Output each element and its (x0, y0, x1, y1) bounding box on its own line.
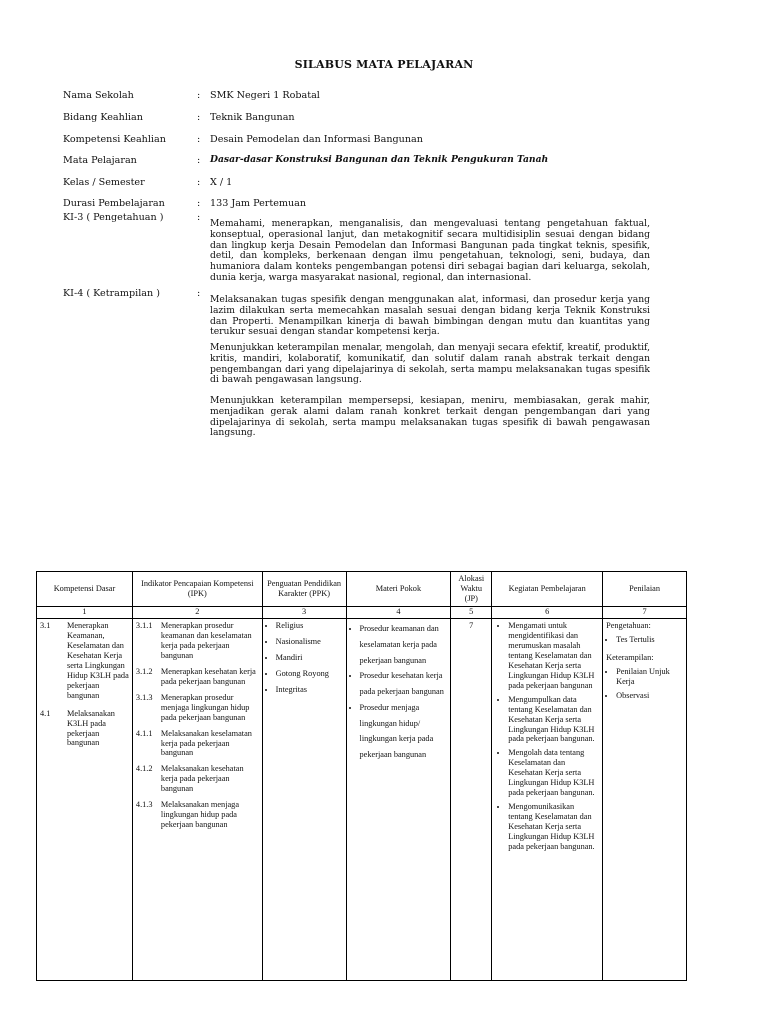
ppk-cell (262, 619, 346, 981)
header-penilaian: Penilaian (603, 572, 687, 607)
info-value: Desain Pemodelan dan Informasi Bangunan (210, 134, 423, 145)
kd-item (40, 621, 129, 701)
kegiatan-item: • Mengamati untuk mengidentifikasi dan merumuskan masalah tentang Keselamatan dan Kesehatan Kerja serta Lingkungan Hidup K3LH pada pekerjaan bangunan (508, 621, 599, 691)
header-materi-pokok: Materi Pokok (346, 572, 451, 607)
kd-number: 4.1 (40, 708, 51, 718)
ki4-paragraph-1: Melaksanakan tugas spesifik dengan menggunakan alat, informasi, dan prosedur kerja yang lazim dilakukan serta memecahkan masalah sesuai dengan bidang kerja Teknik Konstruksi dan Properti. Menampilkan kinerja di bawah bimbingan dengan mutu dan kuantitas yang terukur sesuai dengan standar kompetensi kerja. (210, 294, 650, 338)
column-number: 3 (262, 607, 346, 619)
penilaian-item: • Observasi (616, 691, 683, 701)
penilaian-cell (603, 619, 687, 981)
ipk-item (136, 693, 259, 723)
info-label: Mata Pelajaran (63, 155, 137, 166)
info-colon: : (197, 134, 201, 145)
ipk-item (136, 667, 259, 687)
penilaian-pengetahuan-label: Pengetahuan: (606, 621, 651, 630)
info-label: Kelas / Semester (63, 177, 145, 188)
info-colon: : (197, 155, 201, 166)
ipk-text: Melaksanakan kesehatan kerja pada pekerjaan bangunan (160, 764, 244, 794)
kd-text: Menerapkan Keamanan, Keselamatan dan Kesehatan Kerja serta Lingkungan Hidup K3LH pada pekerjaan bangunan (67, 621, 129, 700)
kd-number: 3.1 (40, 621, 51, 630)
syllabus-table (36, 571, 687, 981)
ipk-item (136, 729, 259, 759)
ki3-text: Memahami, menerapkan, menganalisis, dan mengevaluasi tentang pengetahuan faktual, konseptual, operasional lanjut, dan metakognitif secara multidisiplin sesuai dengan bidang dan lingkup kerja Desain Pemodelan dan Informasi Bangunan pada tingkat teknis, spesifik, detil, dan kompleks, berkenaan dengan ilmu pengetahuan, teknologi, seni, budaya, dan humaniora dalam konteks pengembangan potensi diri sebagai bagian dari keluarga, sekolah, dunia kerja, warga masyarakat nasional, regional, dan internasional. (210, 218, 650, 283)
ipk-text: Melaksanakan keselamatan kerja pada pekerjaan bangunan (160, 728, 252, 758)
column-number: 4 (346, 607, 451, 619)
ppk-item: • Mandiri (276, 653, 343, 663)
info-label: Bidang Keahlian (63, 112, 143, 123)
ipk-cell (132, 619, 262, 981)
info-value: X / 1 (210, 177, 233, 188)
info-colon: : (197, 90, 201, 101)
ppk-item: • Integritas (276, 685, 343, 695)
info-value: 133 Jam Pertemuan (210, 198, 307, 209)
header-kompetensi-dasar: Kompetensi Dasar (37, 572, 133, 607)
ipk-text: Menerapkan prosedur keamanan dan keselamatan kerja pada pekerjaan bangunan (160, 621, 252, 660)
info-label: Nama Sekolah (63, 90, 134, 101)
penilaian-keterampilan-label: Keterampilan: (606, 652, 654, 662)
ki4-paragraph-3: Menunjukkan keterampilan mempersepsi, kesiapan, meniru, membiasakan, gerak mahir, menjadikan gerak alami dalam ranah konkret terkait dengan pengembangan dari yang dipelajarinya di sekolah, serta mampu melaksanakan tugas spesifik di bawah pengawasan langsung. (210, 395, 650, 439)
kegiatan-item: • Mengumpulkan data tentang Keselamatan dan Kesehatan Kerja serta Lingkungan Hidup K3LH pada pekerjaan bangunan. (508, 695, 599, 745)
materi-list (350, 621, 448, 763)
header-kegiatan: Kegiatan Pembelajaran (492, 572, 603, 607)
kd-text: Melaksanakan K3LH pada pekerjaan bangunan (67, 708, 115, 748)
info-colon: : (197, 112, 201, 123)
kegiatan-item: • Mengomunikasikan tentang Keselamatan dan Kesehatan Kerja serta Lingkungan Hidup K3LH pada pekerjaan bangunan. (508, 802, 599, 852)
ki4-paragraph-2: Menunjukkan keterampilan menalar, mengolah, dan menyaji secara efektif, kreatif, produktif, kritis, mandiri, kolaboratif, komunikatif, dan solutif dalam ranah abstrak terkait dengan pengembangan dari yang dipelajarinya di sekolah, serta mampu melaksanakan tugas spesifik di bawah pengawasan langsung. (210, 342, 650, 386)
ki4-label: KI-4 ( Ketrampilan ) (63, 288, 160, 299)
table-number-row (37, 607, 687, 619)
ipk-number: 3.1.1 (135, 621, 153, 630)
penilaian-pengetahuan-list (606, 635, 683, 645)
kd-cell (37, 619, 133, 981)
penilaian-item: • Penilaian Unjuk Kerja (616, 667, 683, 687)
info-label: Kompetensi Keahlian (63, 134, 166, 145)
ipk-number: 4.1.1 (135, 728, 153, 738)
info-value: Dasar-dasar Konstruksi Bangunan dan Teknik Pengukuran Tanah (210, 154, 549, 165)
ppk-item: • Nasionalisme (276, 637, 343, 647)
table-row (37, 619, 687, 981)
column-number: 6 (492, 607, 603, 619)
info-value: Teknik Bangunan (210, 112, 295, 123)
ppk-item: • Gotong Royong (276, 669, 343, 679)
ipk-text: Melaksanakan menjaga lingkungan hidup pada pekerjaan bangunan (160, 800, 240, 830)
ipk-text: Menerapkan kesehatan kerja pada pekerjaan bangunan (160, 666, 256, 686)
info-colon: : (197, 177, 201, 188)
info-label: Durasi Pembelajaran (63, 198, 165, 209)
column-number: 7 (603, 607, 687, 619)
column-number: 2 (132, 607, 262, 619)
ipk-number: 4.1.3 (135, 800, 153, 810)
ipk-item (136, 764, 259, 794)
table-header-row (37, 572, 687, 607)
materi-cell (346, 619, 451, 981)
info-colon: : (197, 198, 201, 209)
penilaian-keterampilan-list (606, 667, 683, 701)
header-ppk: Penguatan Pendidikan Karakter (PPK) (262, 572, 346, 607)
materi-item: • Prosedur menjaga lingkungan hidup/ lingkungan kerja pada pekerjaan bangunan (360, 700, 448, 763)
column-number: 5 (451, 607, 492, 619)
penilaian-item: • Tes Tertulis (616, 635, 683, 645)
kegiatan-item: • Mengolah data tentang Keselamatan dan Kesehatan Kerja serta Lingkungan Hidup K3LH pada pekerjaan bangunan. (508, 748, 599, 798)
materi-item: • Prosedur kesehatan kerja pada pekerjaan bangunan (360, 668, 448, 700)
ppk-list (266, 621, 343, 695)
ipk-text: Menerapkan prosedur menjaga lingkungan hidup pada pekerjaan bangunan (160, 692, 250, 722)
ipk-number: 3.1.2 (135, 666, 153, 676)
ipk-number: 3.1.3 (135, 692, 153, 702)
info-colon: : (197, 288, 201, 299)
alokasi-cell: 7 (451, 619, 492, 981)
column-number: 1 (37, 607, 133, 619)
materi-item: • Prosedur keamanan dan keselamatan kerja pada pekerjaan bangunan (360, 621, 448, 668)
kegiatan-cell (492, 619, 603, 981)
ipk-item (136, 621, 259, 661)
page-title: SILABUS MATA PELAJARAN (294, 58, 474, 71)
kegiatan-list (495, 621, 599, 852)
ki3-label: KI-3 ( Pengetahuan ) (63, 212, 164, 223)
header-ipk: Indikator Pencapaian Kompetensi (IPK) (132, 572, 262, 607)
ipk-item (136, 800, 259, 830)
kd-item (40, 709, 129, 749)
ipk-number: 4.1.2 (135, 764, 153, 774)
info-value: SMK Negeri 1 Robatal (210, 90, 320, 101)
ppk-item: • Religius (276, 621, 343, 631)
info-colon: : (197, 212, 201, 223)
header-alokasi-waktu: Alokasi Waktu (JP) (451, 572, 492, 607)
